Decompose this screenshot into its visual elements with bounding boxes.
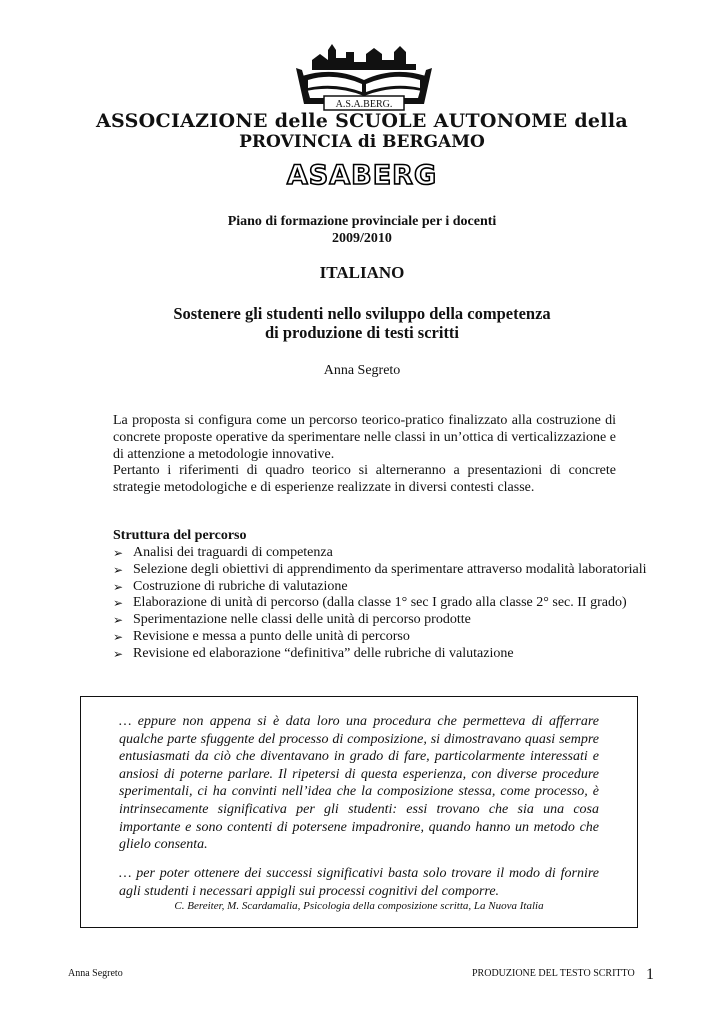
list-item	[113, 545, 673, 562]
quote-paragraph-2: … per poter ottenere dei successi significativi basta solo trovare il modo di fornire agli studenti i necessari appigli sui processi cognitivi del comporre.	[119, 866, 599, 899]
list-item-text: Costruzione di rubriche di valutazione	[133, 578, 348, 594]
intro-paragraph-1: La proposta si configura come un percorso teorico-pratico finalizzato alla costruzione di concrete proposte operative da sperimentare nelle classi in un’ottica di verticalizzazione e di attenzione a metodologie innovative.	[113, 413, 616, 462]
page-number: 1	[646, 966, 654, 983]
author-name: Anna Segreto	[323, 363, 401, 378]
logo-caption: A.S.A.BERG.	[335, 99, 393, 110]
footer-author: Anna Segreto	[68, 968, 123, 979]
list-item	[113, 579, 673, 596]
association-name-line2: PROVINCIA di BERGAMO	[239, 132, 485, 152]
arrow-bullet-icon: ➢	[113, 579, 124, 594]
list-item	[113, 595, 673, 612]
intro-paragraph-2: Pertanto i riferimenti di quadro teorico si alterneranno a presentazioni di concrete strategie metodologiche e di esperienze realizzate in diversi contesti classe.	[113, 463, 616, 495]
list-item	[113, 629, 673, 646]
footer-document-title: PRODUZIONE DEL TESTO SCRITTO	[472, 968, 635, 979]
list-item-text: Revisione e messa a punto delle unità di percorso	[133, 628, 410, 644]
list-item-text: Analisi dei traguardi di competenza	[133, 545, 333, 560]
arrow-bullet-icon: ➢	[113, 646, 124, 661]
plan-title: Piano di formazione provinciale per i docenti	[227, 214, 497, 229]
arrow-bullet-icon: ➢	[113, 596, 124, 611]
list-item	[113, 646, 673, 663]
subject-heading: ITALIANO	[319, 263, 405, 282]
arrow-bullet-icon: ➢	[113, 546, 124, 560]
quote-citation: C. Bereiter, M. Scardamalia, Psicologia della composizione scritta, La Nuova Italia	[174, 900, 544, 912]
quote-paragraph-1: … eppure non appena si è data loro una procedura che permetteva di afferrare qualche parte sfuggente del processo di composizione, si dimostravano quasi sempre entusiasmati da ciò che diventavano in grado di fare, particolarmente interessati e ansiosi di poterne parlare. Il ripetersi di questa esperienza, con diverse procedure sperimentali, ci ha convinti nell’idea che la composizione stessa, come processo, è intrinsecamente significativa per gli studenti: essi trovano che sia una cosa importante e sono contenti di potersene impadronire, quando hanno un metodo che glielo consenta.	[119, 714, 599, 853]
list-item	[113, 612, 673, 629]
brand-wordmark: ASABERG	[286, 160, 438, 191]
list-item-text: Sperimentazione nelle classi delle unità di percorso prodotte	[133, 612, 471, 628]
arrow-bullet-icon: ➢	[113, 562, 124, 577]
course-title-line1: Sostenere gli studenti nello sviluppo della competenza	[173, 304, 551, 323]
structure-list	[113, 545, 673, 663]
list-item	[113, 562, 673, 579]
list-item-text: Elaborazione di unità di percorso (dalla classe 1° sec I grado alla classe 2° sec. II grado)	[133, 595, 627, 611]
plan-year: 2009/2010	[332, 231, 392, 246]
arrow-bullet-icon: ➢	[113, 613, 124, 628]
course-title-line2: di produzione di testi scritti	[264, 323, 460, 342]
asaberg-logo	[294, 40, 434, 112]
quote-box	[80, 696, 638, 928]
arrow-bullet-icon: ➢	[113, 629, 124, 644]
list-item-text: Revisione ed elaborazione “definitiva” delle rubriche di valutazione	[133, 645, 514, 661]
list-item-text: Selezione degli obiettivi di apprendimento da sperimentare attraverso modalità laboratoriali	[133, 561, 647, 577]
structure-heading: Struttura del percorso	[113, 528, 247, 543]
association-name-line1: ASSOCIAZIONE delle SCUOLE AUTONOME della	[96, 110, 628, 132]
